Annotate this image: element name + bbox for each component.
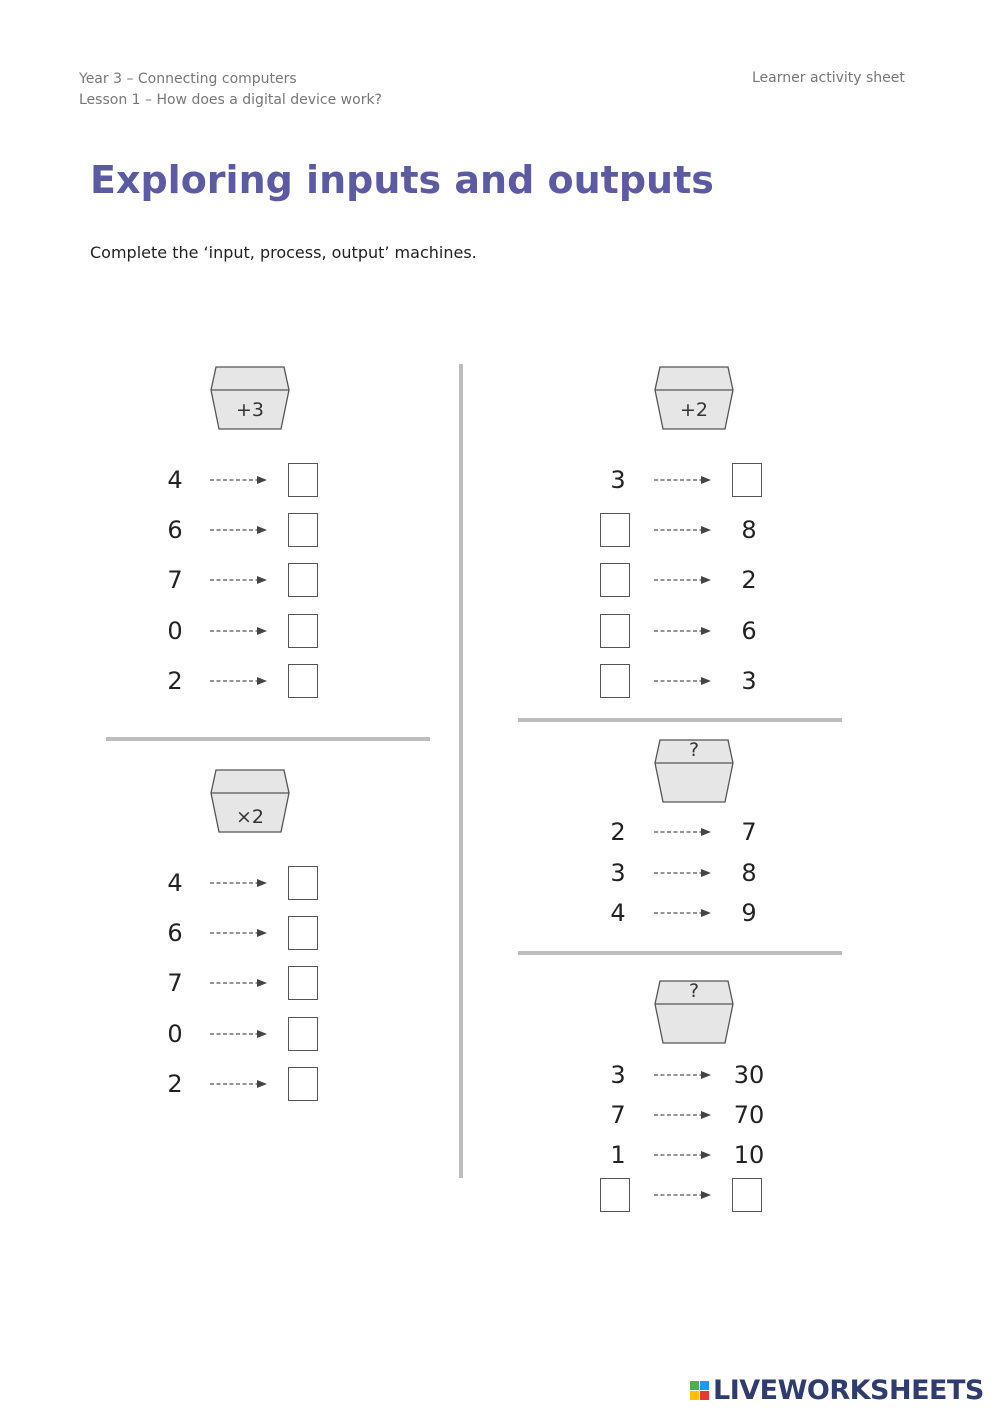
input-value: 7	[167, 969, 183, 997]
input-value: 2	[167, 667, 183, 695]
input-answer-box[interactable]	[600, 1178, 630, 1212]
dashed-arrow-icon	[208, 1029, 268, 1039]
liveworksheets-logo-icon	[690, 1381, 709, 1400]
output-answer-box[interactable]	[288, 614, 318, 648]
output-answer-box[interactable]	[732, 1178, 762, 1212]
dashed-arrow-icon	[652, 626, 712, 636]
liveworksheets-logo	[690, 1372, 984, 1408]
dashed-arrow-icon	[652, 525, 712, 535]
instructions: Complete the ‘input, process, output’ machines.	[90, 243, 477, 262]
output-answer-box[interactable]	[288, 664, 318, 698]
output-value: 7	[741, 818, 757, 846]
machine-operation-label: +2	[679, 399, 708, 421]
dashed-arrow-icon	[652, 475, 712, 485]
output-answer-box[interactable]	[732, 463, 762, 497]
dashed-arrow-icon	[652, 827, 712, 837]
output-answer-box[interactable]	[288, 916, 318, 950]
dashed-arrow-icon	[208, 626, 268, 636]
output-answer-box[interactable]	[288, 966, 318, 1000]
input-answer-box[interactable]	[600, 563, 630, 597]
course-title: Year 3 – Connecting computers	[79, 71, 297, 87]
dashed-arrow-icon	[208, 525, 268, 535]
machine-operation-label: ?	[688, 980, 700, 1002]
output-value: 6	[741, 617, 757, 645]
output-value: 3	[741, 667, 757, 695]
input-value: 3	[610, 466, 626, 494]
dashed-arrow-icon	[652, 1190, 712, 1200]
right-horizontal-divider-2	[518, 951, 842, 955]
output-value: 70	[733, 1101, 765, 1129]
output-value: 9	[741, 899, 757, 927]
input-value: 4	[167, 869, 183, 897]
input-value: 0	[167, 617, 183, 645]
process-machine	[654, 739, 734, 803]
right-horizontal-divider-1	[518, 718, 842, 722]
dashed-arrow-icon	[652, 1070, 712, 1080]
dashed-arrow-icon	[208, 978, 268, 988]
sheet-type-label: Learner activity sheet	[752, 70, 905, 86]
lesson-title: Lesson 1 – How does a digital device work?	[79, 92, 382, 108]
output-value: 8	[741, 859, 757, 887]
input-value: 6	[167, 516, 183, 544]
input-value: 1	[610, 1141, 626, 1169]
machine-operation-label: ×2	[235, 806, 264, 828]
input-value: 7	[610, 1101, 626, 1129]
dashed-arrow-icon	[652, 1110, 712, 1120]
dashed-arrow-icon	[652, 1150, 712, 1160]
input-value: 7	[167, 566, 183, 594]
input-value: 6	[167, 919, 183, 947]
input-value: 0	[167, 1020, 183, 1048]
dashed-arrow-icon	[652, 868, 712, 878]
left-horizontal-divider	[106, 737, 430, 741]
input-answer-box[interactable]	[600, 614, 630, 648]
dashed-arrow-icon	[652, 575, 712, 585]
dashed-arrow-icon	[208, 676, 268, 686]
process-machine	[210, 769, 290, 833]
output-value: 10	[733, 1141, 765, 1169]
dashed-arrow-icon	[208, 475, 268, 485]
dashed-arrow-icon	[208, 575, 268, 585]
input-answer-box[interactable]	[600, 513, 630, 547]
machine-operation-label: +3	[235, 399, 264, 421]
input-value: 3	[610, 859, 626, 887]
dashed-arrow-icon	[208, 878, 268, 888]
process-machine	[654, 980, 734, 1044]
output-answer-box[interactable]	[288, 866, 318, 900]
dashed-arrow-icon	[208, 1079, 268, 1089]
dashed-arrow-icon	[208, 928, 268, 938]
process-machine	[210, 366, 290, 430]
input-value: 4	[167, 466, 183, 494]
dashed-arrow-icon	[652, 908, 712, 918]
output-answer-box[interactable]	[288, 1017, 318, 1051]
input-value: 2	[610, 818, 626, 846]
page-title: Exploring inputs and outputs	[90, 158, 714, 202]
output-answer-box[interactable]	[288, 513, 318, 547]
input-value: 3	[610, 1061, 626, 1089]
dashed-arrow-icon	[652, 676, 712, 686]
logo-text: LIVEWORKSHEETS	[713, 1374, 984, 1406]
output-answer-box[interactable]	[288, 463, 318, 497]
output-value: 30	[733, 1061, 765, 1089]
center-vertical-divider	[459, 364, 463, 1178]
input-answer-box[interactable]	[600, 664, 630, 698]
output-answer-box[interactable]	[288, 1067, 318, 1101]
machine-operation-label: ?	[688, 739, 700, 761]
output-value: 2	[741, 566, 757, 594]
output-value: 8	[741, 516, 757, 544]
process-machine	[654, 366, 734, 430]
input-value: 2	[167, 1070, 183, 1098]
input-value: 4	[610, 899, 626, 927]
output-answer-box[interactable]	[288, 563, 318, 597]
